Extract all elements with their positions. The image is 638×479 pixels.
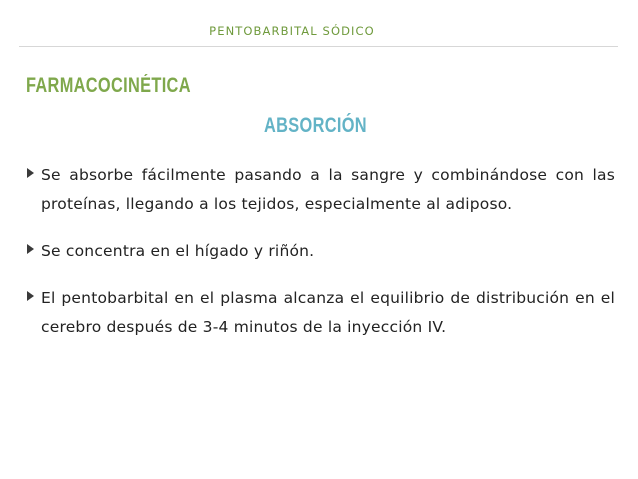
header-title: PENTOBARBITAL SÓDICO [209,24,375,38]
triangle-bullet-icon [27,168,34,178]
triangle-bullet-icon [27,291,34,301]
subsection-title: ABSORCIÓN [264,114,367,137]
bullet-text: Se absorbe fácilmente pasando a la sangre y combinándose con las proteínas, llegando a los tejidos, especialmente al adiposo. [41,166,615,213]
bullet-item [25,161,615,219]
slide-header [0,0,638,56]
bullet-item [25,237,615,266]
bullet-list [25,167,615,366]
section-title: FARMACOCINÉTICA [26,74,191,97]
header-divider [19,46,618,47]
bullet-item [25,284,615,342]
bullet-text: El pentobarbital en el plasma alcanza el equilibrio de distribución en el cerebro después de 3-4 minutos de la inyección IV. [41,289,615,336]
bullet-text: Se concentra en el hígado y riñón. [41,242,315,260]
triangle-bullet-icon [27,244,34,254]
